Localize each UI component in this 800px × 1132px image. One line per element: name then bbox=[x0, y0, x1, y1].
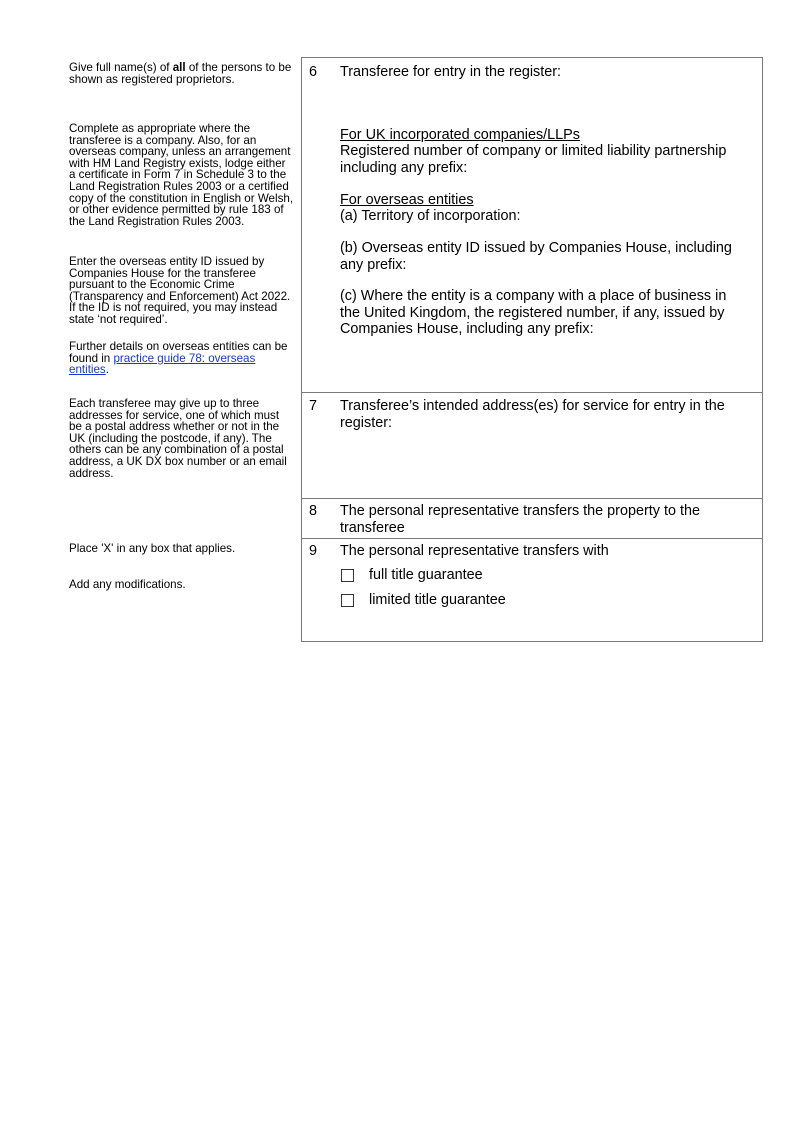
practice-guide-78-link[interactable]: practice guide 78: overseas entities bbox=[69, 351, 256, 377]
divider-7-8 bbox=[302, 498, 762, 499]
territory-of-incorporation-label[interactable]: (a) Territory of incorporation: bbox=[340, 208, 521, 224]
panel-8-title: The personal representative transfers the property to the transferee bbox=[340, 503, 700, 536]
divider-8-9 bbox=[302, 538, 762, 539]
uk-companies-heading: For UK incorporated companies/LLPs bbox=[340, 127, 580, 143]
overseas-entity-id-label[interactable]: (b) Overseas entity ID issued by Companies House, including any prefix: bbox=[340, 240, 732, 273]
full-title-guarantee-checkbox[interactable] bbox=[341, 569, 354, 582]
panel-7-title[interactable]: Transferee’s intended address(es) for service for entry in the register: bbox=[340, 398, 725, 431]
note-further-details: Further details on overseas entities can be found in practice guide 78: overseas entities. bbox=[69, 340, 288, 377]
full-title-guarantee-label: full title guarantee bbox=[369, 567, 483, 583]
note-overseas-id: Enter the overseas entity ID issued by Companies House for the transferee pursuant to the Economic Crime (Transparency and Enforcement) Act 2022. If the ID is not required, you may instead state ‘not required’. bbox=[69, 255, 291, 326]
note-company: Complete as appropriate where the transferee is a company. Also, for an overseas company, unless an arrangement with HM Land Registry exists, lodge either a certificate in Form 7 in Schedule 3 to the Land Registration Rules 2003 or a certified copy of the constitution in English or Welsh, or other evidence permitted by rule 183 of the Land Registration Rules 2003. bbox=[69, 122, 294, 228]
panel-6-number: 6 bbox=[309, 64, 318, 80]
option-full-title-guarantee[interactable] bbox=[341, 567, 483, 583]
panel-6-title: Transferee for entry in the register: bbox=[340, 64, 562, 80]
note-addresses: Each transferee may give up to three addresses for service, one of which must be a postal address whether or not in the UK (including the postcode, if any). The others can be any combination of a postal address, a UK DX box number or an email address. bbox=[69, 397, 287, 480]
uk-registered-number-label[interactable]: Registered number of company or limited liability partnership including any prefix: bbox=[340, 143, 727, 176]
uk-place-of-business-label[interactable]: (c) Where the entity is a company with a place of business in the United Kingdom, the registered number, if any, issued by Companies House, including any prefix: bbox=[340, 288, 727, 337]
note-transferee-names: Give full name(s) of all of the persons to be shown as registered proprietors. bbox=[69, 61, 292, 86]
limited-title-guarantee-label: limited title guarantee bbox=[369, 592, 506, 608]
note-place-x: Place 'X' in any box that applies. bbox=[69, 542, 236, 555]
note-bold-all: all bbox=[172, 61, 186, 74]
note-add-modifications: Add any modifications. bbox=[69, 578, 186, 591]
divider-6-7 bbox=[302, 392, 762, 393]
panel-8-number: 8 bbox=[309, 503, 318, 519]
form-panels bbox=[301, 57, 763, 642]
panel-9-title: The personal representative transfers with bbox=[340, 543, 609, 559]
limited-title-guarantee-checkbox[interactable] bbox=[341, 594, 354, 607]
option-limited-title-guarantee[interactable] bbox=[341, 592, 506, 608]
overseas-entities-heading: For overseas entities bbox=[340, 192, 474, 208]
panel-7-number: 7 bbox=[309, 398, 318, 414]
panel-9-number: 9 bbox=[309, 543, 318, 559]
